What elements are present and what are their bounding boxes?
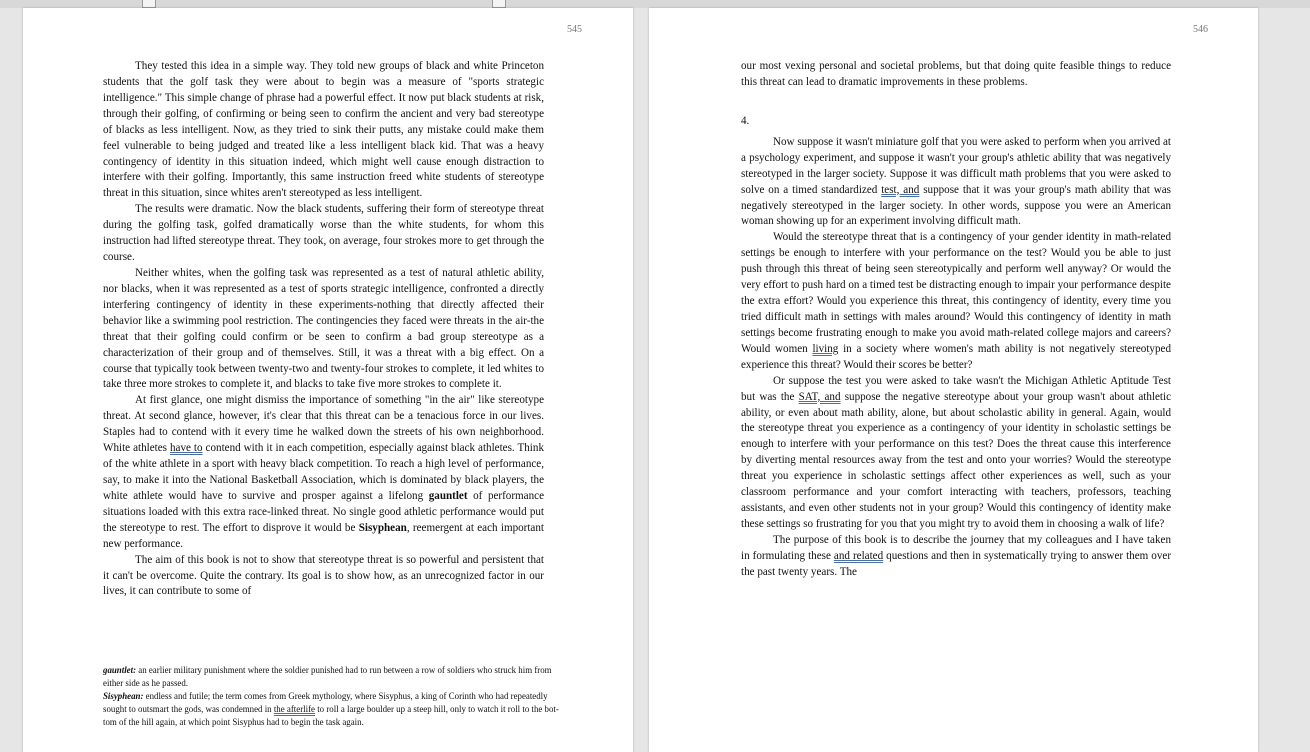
grammar-flag[interactable]: and related [833, 549, 884, 562]
grammar-flag[interactable]: test, and [881, 183, 920, 196]
text-run: suppose the negative stereotype about your group wasn't about athletic ability, or even about math ability, alone, but about scholastic ability in general. Again, would the stereotype threat you experience as a contingency of your identity in scholastic settings be enough to interfere with your performance on this test? Does the threat cause this interference by diverting mental resources away from the test and onto your worries? Would the stereotype threat you experience in scholastic settings affect other experiences as well, such as your classroom performance and your comfort interacting with teachers, professors, teaching assistants, and even other students not in your group? Would this contingency of identity make these settings so frustrating for you that you might try to avoid them in choosing a walk of life? [741, 390, 1172, 530]
footnote [103, 690, 573, 729]
paragraph: The aim of this book is not to show that stereotype threat is so powerful and persistent that it can't be overcome. Quite the contrary. Its goal is to show how, as an unrecognized factor in our lives, it can contribute to some of [103, 553, 544, 598]
paragraph [741, 135, 1171, 231]
text-run: Or suppose the test you were asked to take wasn't the Michigan Athletic Aptitude Test but was the [741, 374, 1171, 403]
footnote-term: gauntlet: [103, 665, 137, 675]
spacer [741, 91, 1171, 113]
paragraph: They tested this idea in a simple way. They told new groups of black and white Princeton students that the golf task they were about to begin was a measure of "sports strategic intelligence." This simple change of phrase had a powerful effect. It now put black students at risk, through their golfing, of confirming or being seen to confirm the ancient and very bad stereotype of blacks as less intelligent. Now, as they tried to sink their putts, any mistake could make them feel vulnerable to being judged and treated like a less intelligent black kid. That was a heavy contingency of identity in this situation indeed, which might well cause enough distraction to interfere with their golfing. Importantly, this same instruction freed white students of stereotype threat in this situation, since whites aren't stereotyped as less intelligent. [103, 60, 544, 200]
text-run: suppose that it was your group's math ability that was negatively stereotyped in the larger society. In other words, suppose you were an American woman showing up for an experiment involving difficult math. [741, 183, 1171, 228]
grammar-flag[interactable]: have to [169, 442, 203, 455]
grammar-flag[interactable]: living [812, 342, 839, 355]
text-run: contend with it in each competition, especially against black athletes. Think of the white athlete in a sport with heavy black competition. To reach a high level of performance, say, to make it into the National Basketball Association, which is dominated by black players, the white athlete would have to survive and prosper against a lifelong [103, 442, 544, 502]
footnote-text: an earlier military punishment where the soldier punished had to run between a row of soldiers who struck him from either side as he passed. [103, 665, 552, 688]
text-run: , reemergent at each important new performance. [103, 521, 544, 550]
page-number: 546 [1193, 24, 1208, 35]
document-page-545[interactable] [23, 8, 633, 752]
document-page-546[interactable] [649, 8, 1258, 752]
section-number: 4. [741, 114, 750, 127]
ruler-strip [0, 0, 1310, 8]
paragraph: Neither whites, when the golfing task was represented as a test of natural athletic ability, nor blacks, when it was represented as a test of sports strategic intelligence, confronted a directly interfering contingency of identity in these experiments-nothing that directly affected their behavior like a swimming pool restriction. The contingencies they faced were threats in the air-the threat that their golfing could confirm or be seen to confirm a bad group stereotype as a characterization of their group and of themselves. Still, it was a threat with a big effect. On a course that typically took between twenty-two and twenty-four strokes to complete, it led whites to take three more strokes to complete it, and blacks to take five more strokes to complete it. [103, 266, 544, 391]
text-run: At first glance, one might dismiss the importance of something "in the air" like stereotype threat. At second glance, however, it's clear that this threat can be a tenacious force in our lives. Staples had to contend with it every time he walked down the streets of his own neighborhood. White athletes [103, 394, 544, 455]
grammar-flag[interactable]: the afterlife [273, 704, 315, 714]
footnotes [103, 664, 573, 729]
page-body[interactable] [741, 59, 1171, 581]
footnote-term: Sisyphean: [103, 691, 144, 701]
text-run: Would the stereotype threat that is a contingency of your gender identity in math-related settings be enough to interfere with your performance on the test? Would you be able to just push through this threat of being seen stereotypically and perform well anyway? Or would the very effort to push hard on a timed test be distracting enough to impair your performance despite the extra effort? Would you experience this threat, this contingency of identity, every time you tried difficult math in settings with males around? Would this contingency of identity in math settings become frustrating enough to make you avoid math-related college majors and careers? Would women [741, 231, 1171, 355]
bold-term: gauntlet [428, 489, 468, 502]
text-run: in a society where women's math ability is not negatively stereotyped experience this threat? Would their scores be better? [741, 342, 1171, 371]
paragraph [103, 393, 544, 552]
page-number: 545 [567, 24, 582, 35]
footnote-text: to roll a large boulder up a steep hill, only to watch it roll to the bot- tom of the hill again, at which point Sisyphus had to begin the task again. [103, 704, 559, 727]
paragraph [741, 374, 1171, 533]
text-run: Now suppose it wasn't miniature golf that you were asked to perform when you arrived at a psychology experiment, and suppose it wasn't your group's athletic ability that was negatively stereotyped in the larger society. Suppose it was difficult math problems that you were asked to solve on a timed standardized [741, 135, 1171, 196]
text-run: The purpose of this book is to describe the journey that my colleagues and I have taken in formulating these [741, 533, 1171, 562]
text-run: of performance situations loaded with this extra race-linked threat. No single good athletic performance would put the stereotype to rest. The effort to disprove it would be [103, 489, 544, 534]
ruler-marker[interactable] [492, 0, 506, 8]
paragraph [741, 230, 1171, 373]
grammar-flag[interactable]: SAT, and [798, 390, 841, 403]
footnote [103, 664, 573, 690]
paragraph: The results were dramatic. Now the black students, suffering their form of stereotype threat during the golfing task, golfed dramatically worse than the white students, for whom this instruction had lifted stereotype threat. They took, on average, four strokes more to get through the course. [103, 203, 544, 264]
paragraph [741, 533, 1171, 581]
footnote-text: endless and futile; the term comes from Greek mythology, where Sisyphus, a king of Corinth who had repeatedly sought to outsmart the gods, was condemned in [103, 691, 548, 714]
page-body[interactable] [103, 59, 544, 600]
paragraph: our most vexing personal and societal problems, but that doing quite feasible things to reduce this threat can lead to dramatic improvements in these problems. [741, 60, 1171, 88]
ruler-marker[interactable] [142, 0, 156, 8]
text-run: questions and then in systematically trying to answer them over the past twenty years. The [741, 549, 1172, 578]
bold-term: Sisyphean [358, 521, 407, 534]
